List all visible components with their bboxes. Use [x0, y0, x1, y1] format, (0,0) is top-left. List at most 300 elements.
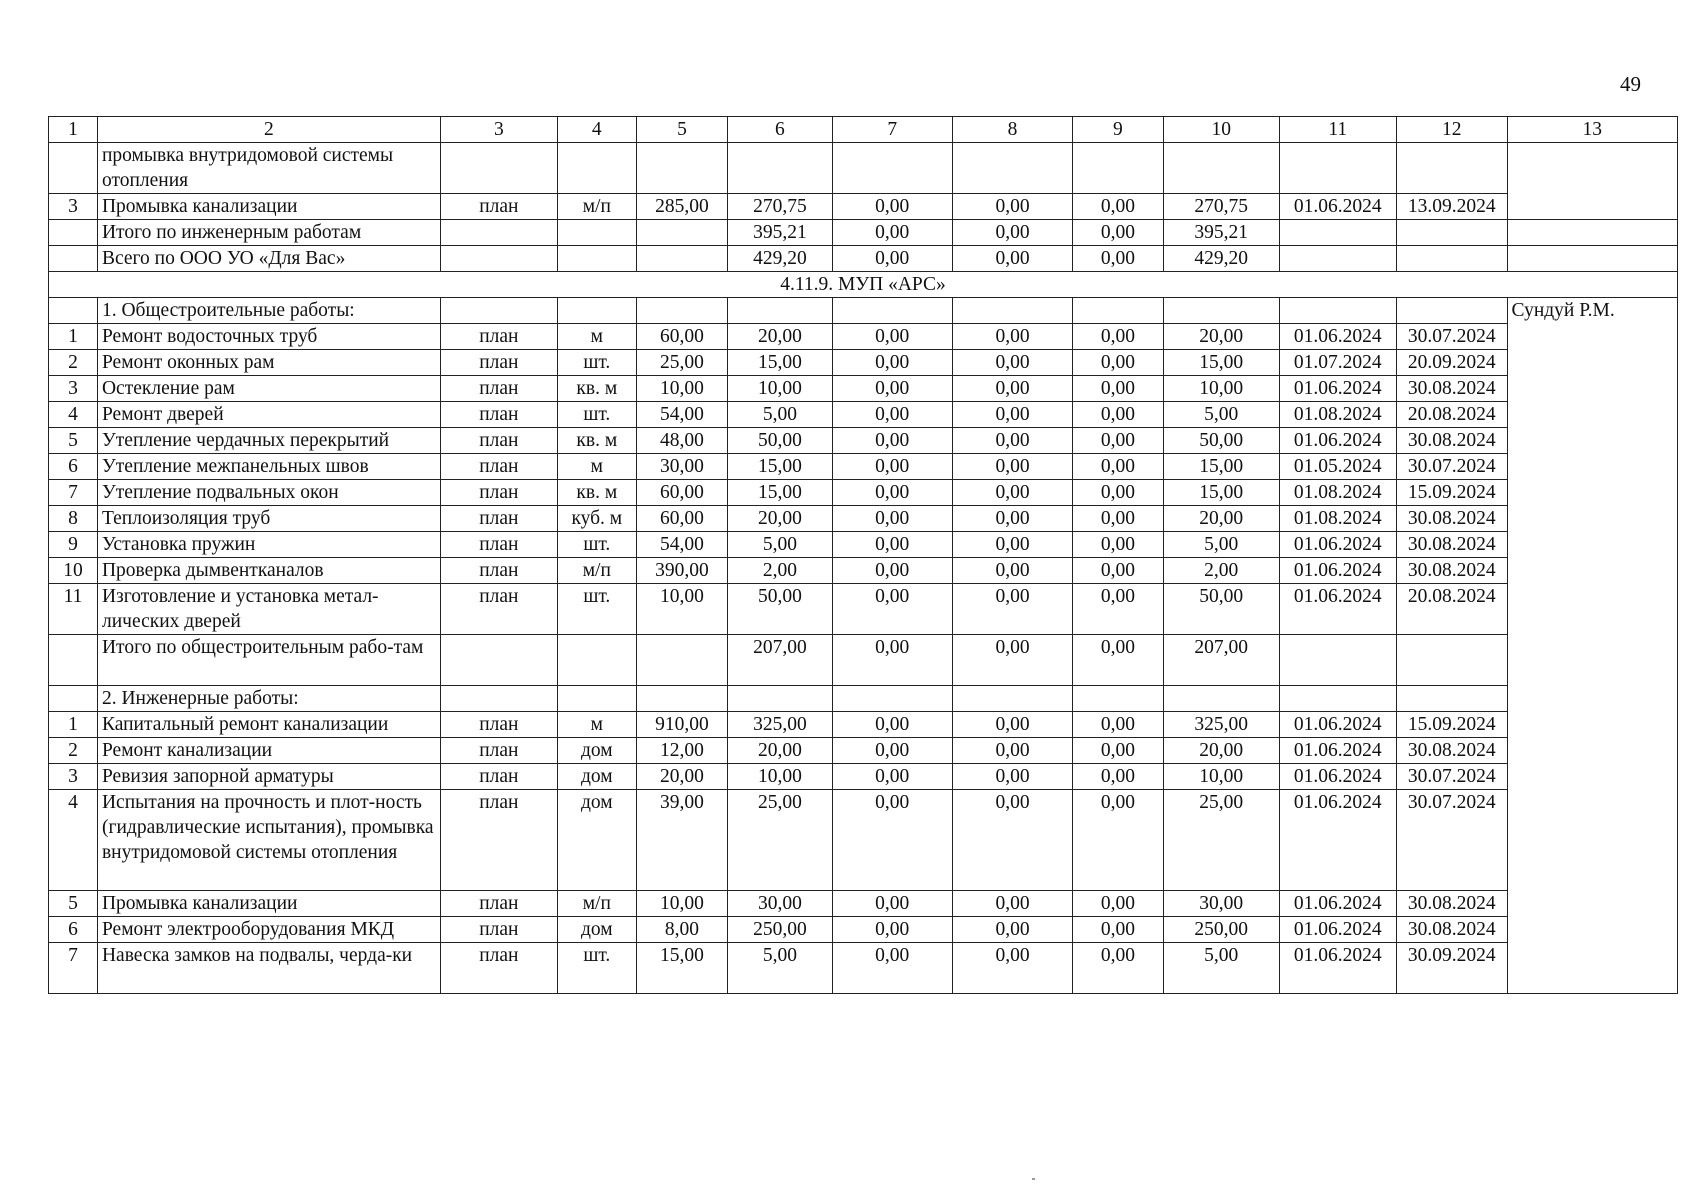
value-cell: 0,00: [832, 712, 952, 738]
value-cell: 0,00: [1073, 584, 1164, 635]
value-cell: 50,00: [728, 584, 832, 635]
plan-cell: план: [440, 532, 557, 558]
empty-cell: [636, 686, 728, 712]
end-date: 30.07.2024: [1396, 454, 1507, 480]
value-cell: 0,00: [832, 917, 952, 943]
end-date: 20.08.2024: [1396, 402, 1507, 428]
header-cell: 11: [1279, 117, 1396, 143]
end-date: 15.09.2024: [1396, 480, 1507, 506]
value-cell: 250,00: [1163, 917, 1279, 943]
empty-cell: [557, 220, 636, 246]
value-cell: 390,00: [636, 558, 728, 584]
value-cell: 39,00: [636, 790, 728, 891]
value-cell: 0,00: [952, 738, 1072, 764]
value-cell: 0,00: [1073, 220, 1164, 246]
empty-cell: [1396, 220, 1507, 246]
end-date: 20.09.2024: [1396, 350, 1507, 376]
work-name: Установка пружин: [97, 532, 440, 558]
table-row: [49, 532, 1678, 558]
column-number-row: [49, 117, 1678, 143]
table-row: [49, 428, 1678, 454]
work-name: Ремонт водосточных труб: [97, 324, 440, 350]
plan-cell: план: [440, 402, 557, 428]
page-number: 49: [1620, 72, 1641, 96]
empty-cell: [1163, 143, 1279, 194]
table-row: [49, 943, 1678, 994]
subheading: 2. Инженерные работы:: [97, 686, 440, 712]
value-cell: 10,00: [1163, 376, 1279, 402]
end-date: 30.08.2024: [1396, 917, 1507, 943]
value-cell: 0,00: [832, 324, 952, 350]
header-cell: 7: [832, 117, 952, 143]
row-number: 6: [49, 454, 98, 480]
start-date: 01.06.2024: [1279, 194, 1396, 220]
empty-cell: [636, 298, 728, 324]
value-cell: 285,00: [636, 194, 728, 220]
plan-cell: план: [440, 480, 557, 506]
end-date: 30.08.2024: [1396, 558, 1507, 584]
unit-cell: м/п: [557, 891, 636, 917]
value-cell: 250,00: [728, 917, 832, 943]
empty-cell: [832, 143, 952, 194]
table-row: [49, 376, 1678, 402]
value-cell: 20,00: [1163, 324, 1279, 350]
empty-cell: [49, 246, 98, 272]
value-cell: 5,00: [728, 943, 832, 994]
work-name: Утепление чердачных перекрытий: [97, 428, 440, 454]
value-cell: 0,00: [832, 891, 952, 917]
value-cell: 0,00: [832, 635, 952, 686]
header-cell: 12: [1396, 117, 1507, 143]
empty-cell: [1073, 298, 1164, 324]
start-date: 01.07.2024: [1279, 350, 1396, 376]
plan-cell: план: [440, 712, 557, 738]
scan-speck: [1032, 1178, 1035, 1180]
row-number: 11: [49, 584, 98, 635]
value-cell: 0,00: [952, 917, 1072, 943]
unit-cell: кв. м: [557, 376, 636, 402]
header-cell: 1: [49, 117, 98, 143]
subheading-row: [49, 686, 1678, 712]
row-number: 4: [49, 790, 98, 891]
row-number: 3: [49, 376, 98, 402]
value-cell: 0,00: [952, 376, 1072, 402]
value-cell: 0,00: [1073, 246, 1164, 272]
plan-cell: план: [440, 454, 557, 480]
empty-cell: [49, 635, 98, 686]
header-cell: 5: [636, 117, 728, 143]
empty-cell: [440, 220, 557, 246]
empty-cell: [49, 220, 98, 246]
header-cell: 6: [728, 117, 832, 143]
start-date: 01.06.2024: [1279, 428, 1396, 454]
value-cell: 5,00: [728, 532, 832, 558]
unit-cell: шт.: [557, 532, 636, 558]
empty-cell: [557, 635, 636, 686]
value-cell: 0,00: [1073, 402, 1164, 428]
value-cell: 15,00: [1163, 480, 1279, 506]
value-cell: 20,00: [728, 738, 832, 764]
value-cell: 12,00: [636, 738, 728, 764]
empty-cell: [1507, 220, 1677, 246]
value-cell: 50,00: [1163, 584, 1279, 635]
row-number: 3: [49, 194, 98, 220]
start-date: 01.06.2024: [1279, 943, 1396, 994]
total-label: Итого по общестроительным рабо-там: [97, 635, 440, 686]
value-cell: 0,00: [1073, 428, 1164, 454]
value-cell: 30,00: [636, 454, 728, 480]
start-date: 01.06.2024: [1279, 738, 1396, 764]
empty-cell: [952, 686, 1072, 712]
row-number: 1: [49, 324, 98, 350]
value-cell: 395,21: [1163, 220, 1279, 246]
subheading: 1. Общестроительные работы:: [97, 298, 440, 324]
table-row: [49, 891, 1678, 917]
unit-cell: дом: [557, 764, 636, 790]
total-label: Всего по ООО УО «Для Вас»: [97, 246, 440, 272]
value-cell: 2,00: [1163, 558, 1279, 584]
end-date: 30.08.2024: [1396, 376, 1507, 402]
value-cell: 207,00: [1163, 635, 1279, 686]
value-cell: 60,00: [636, 324, 728, 350]
work-name: промывка внутридомовой системы отопления: [97, 143, 440, 194]
empty-cell: [832, 298, 952, 324]
responsible-cell: [1507, 143, 1677, 220]
unit-cell: куб. м: [557, 506, 636, 532]
work-name: Остекление рам: [97, 376, 440, 402]
value-cell: 429,20: [1163, 246, 1279, 272]
unit-cell: шт.: [557, 943, 636, 994]
value-cell: 5,00: [1163, 943, 1279, 994]
empty-cell: [440, 686, 557, 712]
value-cell: 0,00: [1073, 376, 1164, 402]
empty-cell: [49, 686, 98, 712]
value-cell: 0,00: [1073, 194, 1164, 220]
end-date: 30.09.2024: [1396, 943, 1507, 994]
value-cell: 8,00: [636, 917, 728, 943]
value-cell: 0,00: [952, 194, 1072, 220]
value-cell: 0,00: [1073, 891, 1164, 917]
value-cell: 0,00: [832, 376, 952, 402]
empty-cell: [1507, 246, 1677, 272]
value-cell: 0,00: [1073, 917, 1164, 943]
header-cell: 4: [557, 117, 636, 143]
table-row: [49, 790, 1678, 891]
value-cell: 10,00: [1163, 764, 1279, 790]
row-number: 10: [49, 558, 98, 584]
start-date: 01.06.2024: [1279, 532, 1396, 558]
value-cell: 2,00: [728, 558, 832, 584]
value-cell: 10,00: [636, 584, 728, 635]
value-cell: 50,00: [728, 428, 832, 454]
work-name: Утепление подвальных окон: [97, 480, 440, 506]
work-name: Проверка дымвентканалов: [97, 558, 440, 584]
header-cell: 8: [952, 117, 1072, 143]
plan-cell: план: [440, 891, 557, 917]
value-cell: 325,00: [728, 712, 832, 738]
value-cell: 0,00: [832, 532, 952, 558]
value-cell: 0,00: [1073, 738, 1164, 764]
unit-cell: м/п: [557, 194, 636, 220]
unit-cell: кв. м: [557, 480, 636, 506]
value-cell: 395,21: [728, 220, 832, 246]
value-cell: 25,00: [636, 350, 728, 376]
unit-cell: шт.: [557, 402, 636, 428]
value-cell: 10,00: [728, 376, 832, 402]
start-date: 01.06.2024: [1279, 584, 1396, 635]
value-cell: 0,00: [952, 558, 1072, 584]
unit-cell: м/п: [557, 558, 636, 584]
value-cell: 0,00: [952, 891, 1072, 917]
value-cell: 25,00: [1163, 790, 1279, 891]
works-table: [48, 116, 1678, 994]
empty-cell: [636, 246, 728, 272]
end-date: 15.09.2024: [1396, 712, 1507, 738]
value-cell: 0,00: [952, 480, 1072, 506]
plan-cell: план: [440, 558, 557, 584]
start-date: 01.08.2024: [1279, 480, 1396, 506]
plan-cell: план: [440, 917, 557, 943]
value-cell: 0,00: [952, 220, 1072, 246]
unit-cell: шт.: [557, 584, 636, 635]
value-cell: 15,00: [728, 480, 832, 506]
work-name: Промывка канализации: [97, 194, 440, 220]
table-row: [49, 506, 1678, 532]
value-cell: 0,00: [952, 943, 1072, 994]
row-number: 5: [49, 428, 98, 454]
value-cell: 0,00: [952, 428, 1072, 454]
header-cell: 9: [1073, 117, 1164, 143]
start-date: 01.06.2024: [1279, 764, 1396, 790]
value-cell: 270,75: [728, 194, 832, 220]
value-cell: 0,00: [1073, 635, 1164, 686]
row-number: 4: [49, 402, 98, 428]
empty-cell: [832, 686, 952, 712]
value-cell: 0,00: [832, 584, 952, 635]
work-name: Навеска замков на подвалы, черда-ки: [97, 943, 440, 994]
empty-cell: [1279, 143, 1396, 194]
row-number: 7: [49, 480, 98, 506]
empty-cell: [1396, 298, 1507, 324]
value-cell: 50,00: [1163, 428, 1279, 454]
empty-cell: [1279, 635, 1396, 686]
value-cell: 0,00: [832, 350, 952, 376]
header-cell: 2: [97, 117, 440, 143]
table-row: [49, 194, 1678, 220]
value-cell: 0,00: [832, 506, 952, 532]
value-cell: 207,00: [728, 635, 832, 686]
empty-cell: [636, 220, 728, 246]
value-cell: 0,00: [832, 764, 952, 790]
value-cell: 0,00: [1073, 480, 1164, 506]
value-cell: 0,00: [952, 454, 1072, 480]
empty-cell: [636, 635, 728, 686]
empty-cell: [728, 143, 832, 194]
start-date: 01.08.2024: [1279, 402, 1396, 428]
value-cell: 0,00: [1073, 790, 1164, 891]
work-name: Теплоизоляция труб: [97, 506, 440, 532]
end-date: 30.08.2024: [1396, 891, 1507, 917]
value-cell: 0,00: [832, 220, 952, 246]
table-row: [49, 480, 1678, 506]
value-cell: 0,00: [1073, 558, 1164, 584]
value-cell: 54,00: [636, 402, 728, 428]
unit-cell: дом: [557, 917, 636, 943]
value-cell: 0,00: [832, 428, 952, 454]
empty-cell: [557, 298, 636, 324]
value-cell: 325,00: [1163, 712, 1279, 738]
work-name: Ремонт электрооборудования МКД: [97, 917, 440, 943]
value-cell: 10,00: [636, 376, 728, 402]
end-date: 30.08.2024: [1396, 532, 1507, 558]
plan-cell: план: [440, 194, 557, 220]
total-row: [49, 220, 1678, 246]
work-name: Промывка канализации: [97, 891, 440, 917]
empty-cell: [1396, 686, 1507, 712]
work-name: Ремонт канализации: [97, 738, 440, 764]
plan-cell: план: [440, 790, 557, 891]
empty-cell: [1396, 635, 1507, 686]
empty-cell: [440, 298, 557, 324]
value-cell: 0,00: [832, 480, 952, 506]
value-cell: 0,00: [832, 246, 952, 272]
row-number: 9: [49, 532, 98, 558]
subheading-row: [49, 298, 1678, 324]
value-cell: 20,00: [728, 506, 832, 532]
value-cell: 910,00: [636, 712, 728, 738]
plan-cell: план: [440, 350, 557, 376]
empty-cell: [952, 143, 1072, 194]
value-cell: 15,00: [636, 943, 728, 994]
plan-cell: план: [440, 943, 557, 994]
value-cell: 15,00: [1163, 350, 1279, 376]
total-row: [49, 635, 1678, 686]
start-date: 01.06.2024: [1279, 891, 1396, 917]
empty-cell: [1073, 143, 1164, 194]
row-number: 2: [49, 350, 98, 376]
value-cell: 0,00: [1073, 764, 1164, 790]
value-cell: 0,00: [952, 712, 1072, 738]
value-cell: 270,75: [1163, 194, 1279, 220]
value-cell: 0,00: [832, 943, 952, 994]
value-cell: 30,00: [1163, 891, 1279, 917]
unit-cell: дом: [557, 790, 636, 891]
value-cell: 0,00: [1073, 350, 1164, 376]
value-cell: 0,00: [1073, 324, 1164, 350]
start-date: 01.06.2024: [1279, 790, 1396, 891]
start-date: 01.06.2024: [1279, 712, 1396, 738]
row-number: 6: [49, 917, 98, 943]
value-cell: 0,00: [832, 194, 952, 220]
value-cell: 20,00: [636, 764, 728, 790]
row-number: 8: [49, 506, 98, 532]
value-cell: 48,00: [636, 428, 728, 454]
value-cell: 54,00: [636, 532, 728, 558]
header-cell: 13: [1507, 117, 1677, 143]
value-cell: 0,00: [1073, 712, 1164, 738]
empty-cell: [440, 635, 557, 686]
unit-cell: м: [557, 454, 636, 480]
section-title: 4.11.9. МУП «АРС»: [49, 272, 1678, 298]
header-cell: 10: [1163, 117, 1279, 143]
value-cell: 0,00: [952, 584, 1072, 635]
empty-cell: [728, 298, 832, 324]
empty-cell: [636, 143, 728, 194]
empty-cell: [1279, 246, 1396, 272]
end-date: 30.08.2024: [1396, 428, 1507, 454]
value-cell: 0,00: [952, 790, 1072, 891]
table-row: [49, 402, 1678, 428]
value-cell: 0,00: [952, 506, 1072, 532]
plan-cell: план: [440, 506, 557, 532]
work-name: Испытания на прочность и плот-ность (гидравлические испытания), промывка внутридомовой системы отопления: [97, 790, 440, 891]
empty-cell: [1396, 143, 1507, 194]
empty-cell: [440, 143, 557, 194]
work-name: Утепление межпанельных швов: [97, 454, 440, 480]
start-date: 01.06.2024: [1279, 376, 1396, 402]
empty-cell: [557, 143, 636, 194]
work-name: Капитальный ремонт канализации: [97, 712, 440, 738]
value-cell: 20,00: [1163, 738, 1279, 764]
value-cell: 10,00: [636, 891, 728, 917]
work-name: Ремонт дверей: [97, 402, 440, 428]
table-row: [49, 712, 1678, 738]
end-date: 30.07.2024: [1396, 764, 1507, 790]
section-row: [49, 272, 1678, 298]
value-cell: 60,00: [636, 480, 728, 506]
value-cell: 5,00: [1163, 402, 1279, 428]
row-number: 5: [49, 891, 98, 917]
value-cell: 0,00: [832, 402, 952, 428]
value-cell: 0,00: [1073, 532, 1164, 558]
empty-cell: [1163, 298, 1279, 324]
value-cell: 60,00: [636, 506, 728, 532]
value-cell: 30,00: [728, 891, 832, 917]
value-cell: 0,00: [1073, 454, 1164, 480]
value-cell: 0,00: [952, 350, 1072, 376]
row-number: 7: [49, 943, 98, 994]
empty-cell: [1279, 220, 1396, 246]
plan-cell: план: [440, 428, 557, 454]
start-date: 01.06.2024: [1279, 917, 1396, 943]
work-name: Ревизия запорной арматуры: [97, 764, 440, 790]
plan-cell: план: [440, 584, 557, 635]
table-row: [49, 738, 1678, 764]
value-cell: 0,00: [952, 246, 1072, 272]
table-row: [49, 350, 1678, 376]
unit-cell: м: [557, 712, 636, 738]
value-cell: 5,00: [728, 402, 832, 428]
table-row: [49, 764, 1678, 790]
end-date: 30.07.2024: [1396, 790, 1507, 891]
plan-cell: план: [440, 324, 557, 350]
empty-cell: [557, 246, 636, 272]
row-number: 2: [49, 738, 98, 764]
row-number: [49, 143, 98, 194]
table-row: [49, 584, 1678, 635]
row-number: 1: [49, 712, 98, 738]
empty-cell: [1279, 298, 1396, 324]
plan-cell: план: [440, 764, 557, 790]
unit-cell: м: [557, 324, 636, 350]
start-date: 01.06.2024: [1279, 324, 1396, 350]
empty-cell: [728, 686, 832, 712]
work-name: Ремонт оконных рам: [97, 350, 440, 376]
header-cell: 3: [440, 117, 557, 143]
table-row: [49, 454, 1678, 480]
end-date: 20.08.2024: [1396, 584, 1507, 635]
value-cell: 0,00: [952, 532, 1072, 558]
